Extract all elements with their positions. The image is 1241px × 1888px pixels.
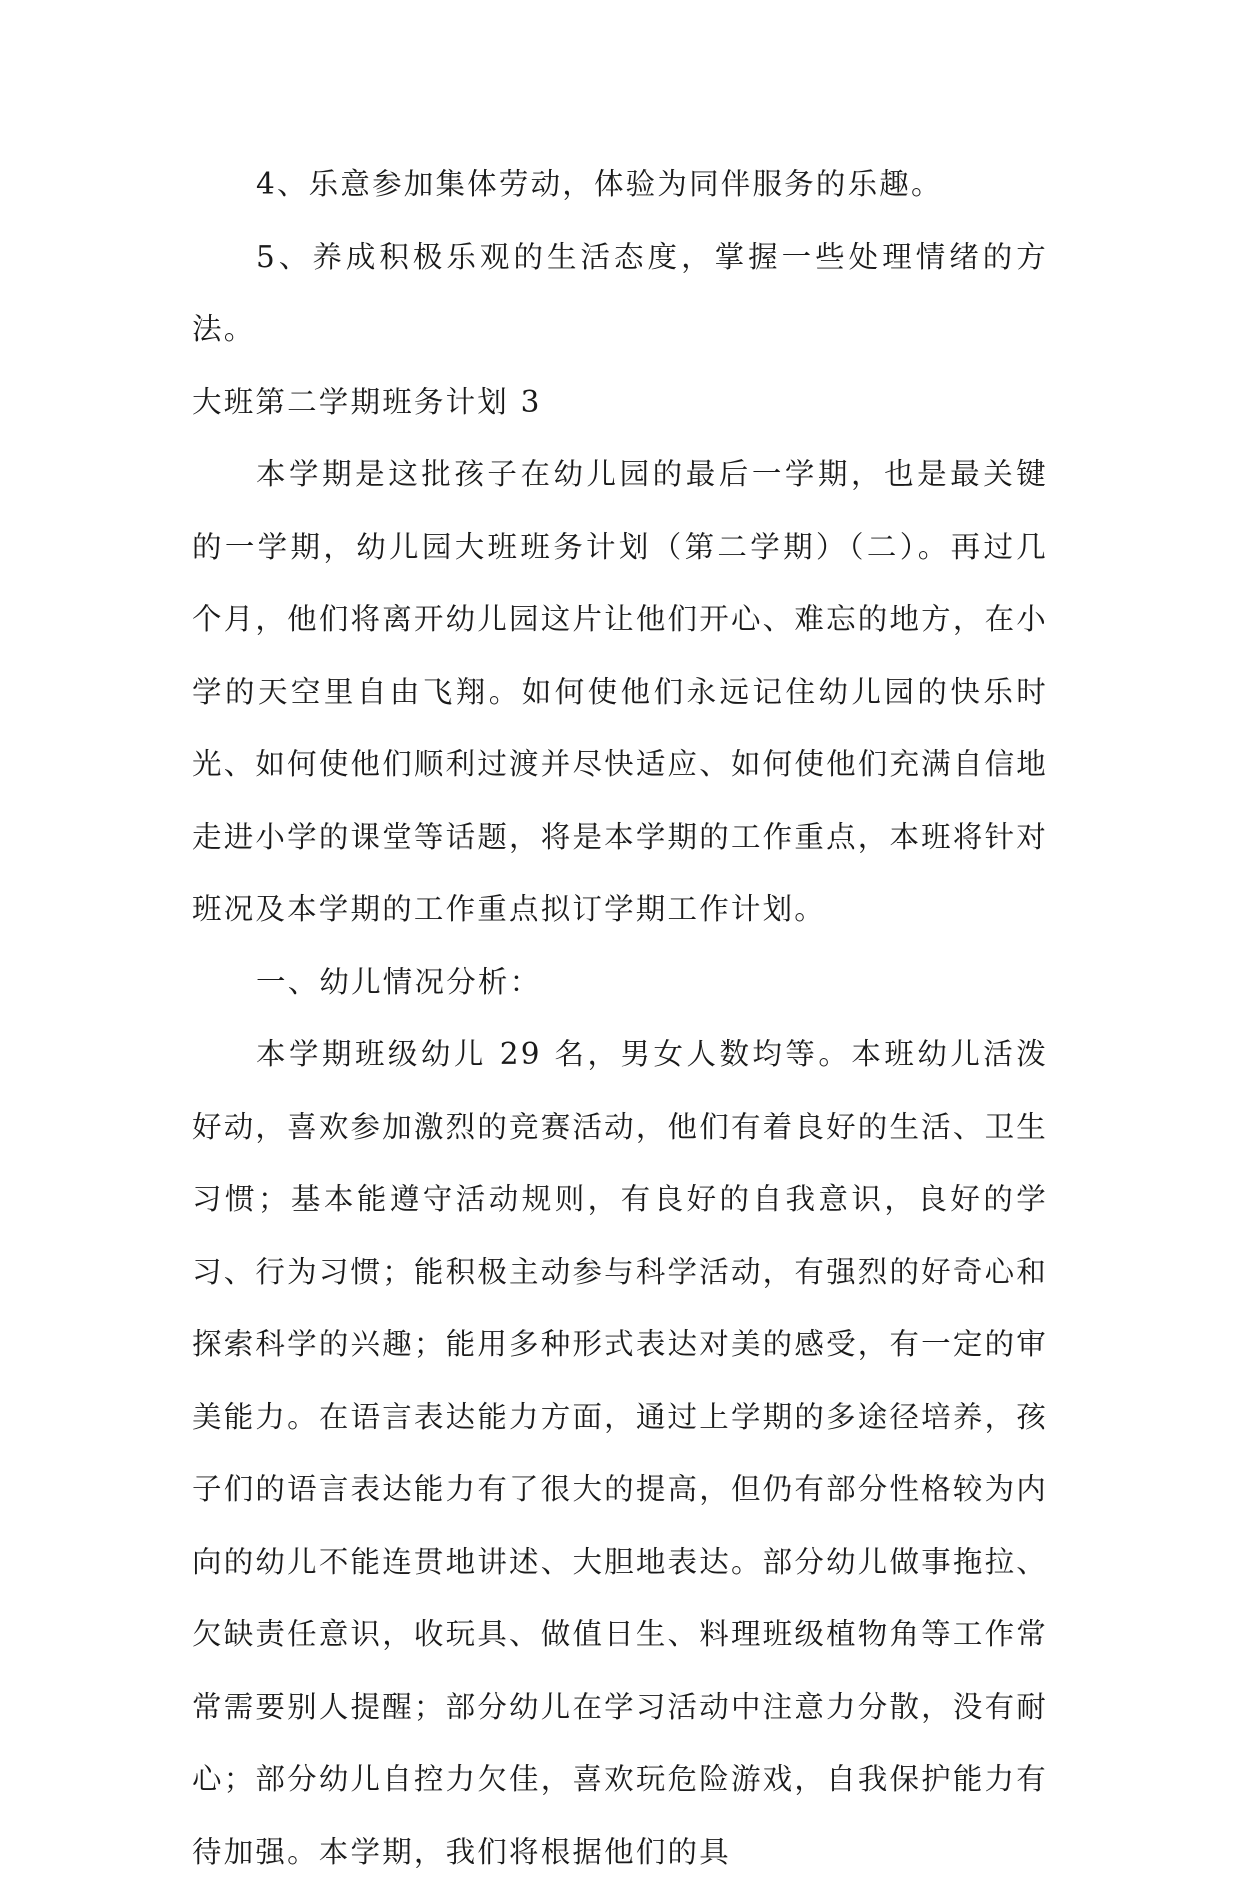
section-heading: 大班第二学期班务计划 3 — [192, 384, 542, 419]
document-page — [192, 148, 1048, 1888]
paragraph-goal-5: 5、养成积极乐观的生活态度，掌握一些处理情绪的方法。 — [192, 239, 1048, 346]
paragraph-goal-4: 4、乐意参加集体劳动，体验为同伴服务的乐趣。 — [256, 167, 943, 201]
paragraph-child-analysis: 本学期班级幼儿 29 名，男女人数均等。本班幼儿活泼好动，喜欢参加激烈的竞赛活动，他们有着良好的生活、卫生习惯；基本能遵守活动规则，有良好的自我意识，良好的学习、行为习惯；能积极主动参与科学活动，有强烈的好奇心和探索科学的兴趣；能用多种形式表达对美的感受，有一定的审美能力。在语言表达能力方面，通过上学期的多途径培养，孩子们的语言表达能力有了很大的提高，但仍有部分性格较为内向的幼儿不能连贯地讲述、大胆地表达。部分幼儿做事拖拉、欠缺责任意识，收玩具、做值日生、料理班级植物角等工作常常需要别人提醒；部分幼儿在学习活动中注意力分散，没有耐心；部分幼儿自控力欠佳，喜欢玩危险游戏，自我保护能力有待加强。本学期，我们将根据他们的具 — [192, 1037, 1048, 1869]
paragraph-intro: 本学期是这批孩子在幼儿园的最后一学期，也是最关键的一学期，幼儿园大班班务计划（第二学期）（二）。再过几个月，他们将离开幼儿园这片让他们开心、难忘的地方，在小学的天空里自由飞翔。如何使他们永远记住幼儿园的快乐时光、如何使他们顺利过渡并尽快适应、如何使他们充满自信地走进小学的课堂等话题，将是本学期的工作重点，本班将针对班况及本学期的工作重点拟订学期工作计划。 — [192, 457, 1048, 926]
subheading-child-analysis: 一、幼儿情况分析： — [256, 964, 542, 999]
